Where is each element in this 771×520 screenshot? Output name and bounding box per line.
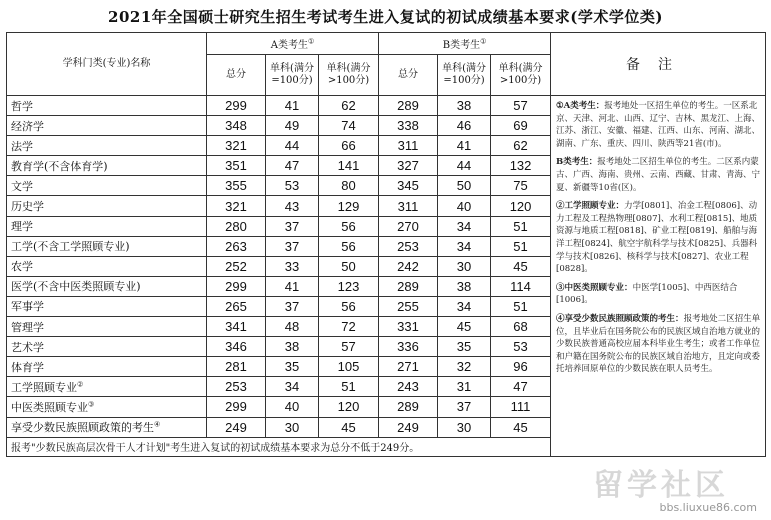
- b-total-cell: 338: [379, 116, 438, 136]
- a-single-gt100-cell: 80: [319, 176, 379, 196]
- a-single-100-cell: 35: [266, 357, 319, 377]
- remarks-header: 备注: [551, 33, 766, 96]
- footnote: 报考"少数民族高层次骨干人才计划"考生进入复试的初试成绩基本要求为总分不低于249分。: [7, 437, 551, 456]
- a-single-gt100-cell: 72: [319, 317, 379, 337]
- a-total-cell: 281: [207, 357, 266, 377]
- a-total-cell: 280: [207, 216, 266, 236]
- a-total-cell: 253: [207, 377, 266, 397]
- b-single-gt100-cell: 75: [491, 176, 551, 196]
- a-single-100-cell: 43: [266, 196, 319, 216]
- b-single-100-cell: 34: [438, 216, 491, 236]
- b-single-100-cell: 38: [438, 96, 491, 116]
- a-single-100-cell: 48: [266, 317, 319, 337]
- a-single-gt100-cell: 56: [319, 216, 379, 236]
- a-single-100-header: 单科(满分=100分): [266, 55, 319, 96]
- b-single-gt100-cell: 132: [491, 156, 551, 176]
- subject-name: 中医类照顾专业③: [7, 397, 207, 417]
- group-a-header: A类考生①: [207, 33, 379, 55]
- a-single-gt100-cell: 66: [319, 136, 379, 156]
- a-single-gt100-cell: 123: [319, 276, 379, 296]
- b-single-100-cell: 44: [438, 156, 491, 176]
- a-single-gt100-header: 单科(满分>100分): [319, 55, 379, 96]
- a-total-cell: 265: [207, 296, 266, 316]
- a-single-100-cell: 53: [266, 176, 319, 196]
- b-single-100-header: 单科(满分=100分): [438, 55, 491, 96]
- a-total-cell: 351: [207, 156, 266, 176]
- b-single-gt100-cell: 51: [491, 216, 551, 236]
- a-single-100-cell: 41: [266, 96, 319, 116]
- b-total-cell: 289: [379, 397, 438, 417]
- b-total-header: 总分: [379, 55, 438, 96]
- subject-name: 工学照顾专业②: [7, 377, 207, 397]
- b-single-gt100-header: 单科(满分>100分): [491, 55, 551, 96]
- remark-item: B类考生：报考地处二区招生单位的考生。二区系内蒙古、广西、海南、贵州、云南、西藏、甘肃、青海、宁夏、新疆等10省(区)。: [556, 157, 761, 193]
- a-total-cell: 346: [207, 337, 266, 357]
- subject-name: 理学: [7, 216, 207, 236]
- a-single-gt100-cell: 56: [319, 236, 379, 256]
- subject-name: 经济学: [7, 116, 207, 136]
- a-single-gt100-cell: 129: [319, 196, 379, 216]
- a-single-gt100-cell: 56: [319, 296, 379, 316]
- a-total-cell: 299: [207, 96, 266, 116]
- b-single-100-cell: 38: [438, 276, 491, 296]
- b-total-cell: 345: [379, 176, 438, 196]
- watermark-logo: 留学社区: [593, 468, 729, 498]
- a-total-cell: 299: [207, 397, 266, 417]
- b-single-gt100-cell: 51: [491, 236, 551, 256]
- b-single-gt100-cell: 111: [491, 397, 551, 417]
- a-total-cell: 321: [207, 136, 266, 156]
- a-single-100-cell: 41: [266, 276, 319, 296]
- b-total-cell: 289: [379, 96, 438, 116]
- b-total-cell: 255: [379, 296, 438, 316]
- b-single-100-cell: 30: [438, 417, 491, 437]
- b-total-cell: 331: [379, 317, 438, 337]
- subject-name: 哲学: [7, 96, 207, 116]
- subject-name: 法学: [7, 136, 207, 156]
- b-single-100-cell: 34: [438, 296, 491, 316]
- b-single-gt100-cell: 47: [491, 377, 551, 397]
- b-total-cell: 242: [379, 256, 438, 276]
- watermark-url: bbs.liuxue86.com: [659, 501, 757, 514]
- b-total-cell: 336: [379, 337, 438, 357]
- b-total-cell: 311: [379, 136, 438, 156]
- subject-name: 医学(不含中医类照顾专业): [7, 276, 207, 296]
- subject-name: 农学: [7, 256, 207, 276]
- b-total-cell: 289: [379, 276, 438, 296]
- b-total-cell: 243: [379, 377, 438, 397]
- a-single-gt100-cell: 57: [319, 337, 379, 357]
- b-single-gt100-cell: 96: [491, 357, 551, 377]
- a-single-gt100-cell: 141: [319, 156, 379, 176]
- b-single-100-cell: 31: [438, 377, 491, 397]
- b-single-100-cell: 40: [438, 196, 491, 216]
- subject-name: 历史学: [7, 196, 207, 216]
- b-single-100-cell: 34: [438, 236, 491, 256]
- b-single-100-cell: 50: [438, 176, 491, 196]
- a-single-gt100-cell: 50: [319, 256, 379, 276]
- subject-name: 军事学: [7, 296, 207, 316]
- subject-name: 艺术学: [7, 337, 207, 357]
- b-total-cell: 271: [379, 357, 438, 377]
- a-total-cell: 321: [207, 196, 266, 216]
- remarks-column: [551, 96, 766, 457]
- a-single-100-cell: 47: [266, 156, 319, 176]
- b-total-cell: 253: [379, 236, 438, 256]
- b-single-gt100-cell: 45: [491, 256, 551, 276]
- a-total-cell: 348: [207, 116, 266, 136]
- b-single-gt100-cell: 51: [491, 296, 551, 316]
- remark-item: ④享受少数民族照顾政策的考生：报考地处二区招生单位，且毕业后在国务院公布的民族区域自治地方就业的少数民族普通高校应届本科毕业生考生；或者工作单位和户籍在国务院公布的民族区域自治地方，且定向或委托培养回原单位的少数民族在职人员考生。: [556, 313, 761, 375]
- a-single-100-cell: 44: [266, 136, 319, 156]
- b-single-100-cell: 46: [438, 116, 491, 136]
- b-single-gt100-cell: 45: [491, 417, 551, 437]
- page-title: 2021年全国硕士研究生招生考试考生进入复试的初试成绩基本要求(学术学位类): [108, 8, 663, 26]
- b-total-cell: 270: [379, 216, 438, 236]
- subject-column-header: 学科门类(专业)名称: [7, 33, 207, 96]
- b-single-gt100-cell: 120: [491, 196, 551, 216]
- subject-name: 体育学: [7, 357, 207, 377]
- a-single-100-cell: 34: [266, 377, 319, 397]
- a-single-100-cell: 33: [266, 256, 319, 276]
- remark-item: ①A类考生：报考地处一区招生单位的考生。一区系北京、天津、河北、山西、辽宁、吉林、黑龙江、上海、江苏、浙江、安徽、福建、江西、山东、河南、湖北、湖南、广东、重庆、四川、陕西等21省(市)。: [556, 101, 761, 149]
- table-row: [7, 96, 766, 116]
- remark-item: ②工学照顾专业：力学[0801]、冶金工程[0806]、动力工程及工程热物理[0807]、水利工程[0815]、地质资源与地质工程[0818]、矿业工程[0819]、船舶与海洋工程[0824]、航空宇航科学与技术[0825]、兵器科学与技术[0826]、核科学与技术[0827]、农业工程[0828]。: [556, 201, 758, 275]
- score-table: [6, 32, 766, 457]
- a-single-gt100-cell: 45: [319, 417, 379, 437]
- a-total-cell: 263: [207, 236, 266, 256]
- a-single-100-cell: 37: [266, 216, 319, 236]
- a-single-100-cell: 37: [266, 296, 319, 316]
- subject-name: 管理学: [7, 317, 207, 337]
- b-single-100-cell: 37: [438, 397, 491, 417]
- a-total-cell: 341: [207, 317, 266, 337]
- b-single-100-cell: 35: [438, 337, 491, 357]
- b-single-gt100-cell: 62: [491, 136, 551, 156]
- b-total-cell: 327: [379, 156, 438, 176]
- b-single-gt100-cell: 57: [491, 96, 551, 116]
- b-total-cell: 249: [379, 417, 438, 437]
- a-single-gt100-cell: 120: [319, 397, 379, 417]
- remark-item: ③中医类照顾专业：中医学[1005]、中西医结合[1006]。: [556, 282, 738, 306]
- b-single-100-cell: 30: [438, 256, 491, 276]
- a-single-100-cell: 40: [266, 397, 319, 417]
- group-b-header: B类考生①: [379, 33, 551, 55]
- a-single-100-cell: 38: [266, 337, 319, 357]
- a-total-cell: 252: [207, 256, 266, 276]
- a-single-gt100-cell: 74: [319, 116, 379, 136]
- b-single-gt100-cell: 68: [491, 317, 551, 337]
- subject-name: 教育学(不含体育学): [7, 156, 207, 176]
- a-single-gt100-cell: 62: [319, 96, 379, 116]
- subject-name: 享受少数民族照顾政策的考生④: [7, 417, 207, 437]
- subject-name: 工学(不含工学照顾专业): [7, 236, 207, 256]
- b-single-gt100-cell: 114: [491, 276, 551, 296]
- a-total-cell: 249: [207, 417, 266, 437]
- a-single-gt100-cell: 51: [319, 377, 379, 397]
- b-total-cell: 311: [379, 196, 438, 216]
- a-single-gt100-cell: 105: [319, 357, 379, 377]
- a-total-cell: 299: [207, 276, 266, 296]
- a-single-100-cell: 37: [266, 236, 319, 256]
- b-single-gt100-cell: 69: [491, 116, 551, 136]
- subject-name: 文学: [7, 176, 207, 196]
- a-single-100-cell: 49: [266, 116, 319, 136]
- b-single-100-cell: 41: [438, 136, 491, 156]
- a-total-cell: 355: [207, 176, 266, 196]
- b-single-gt100-cell: 53: [491, 337, 551, 357]
- a-total-header: 总分: [207, 55, 266, 96]
- b-single-100-cell: 32: [438, 357, 491, 377]
- b-single-100-cell: 45: [438, 317, 491, 337]
- a-single-100-cell: 30: [266, 417, 319, 437]
